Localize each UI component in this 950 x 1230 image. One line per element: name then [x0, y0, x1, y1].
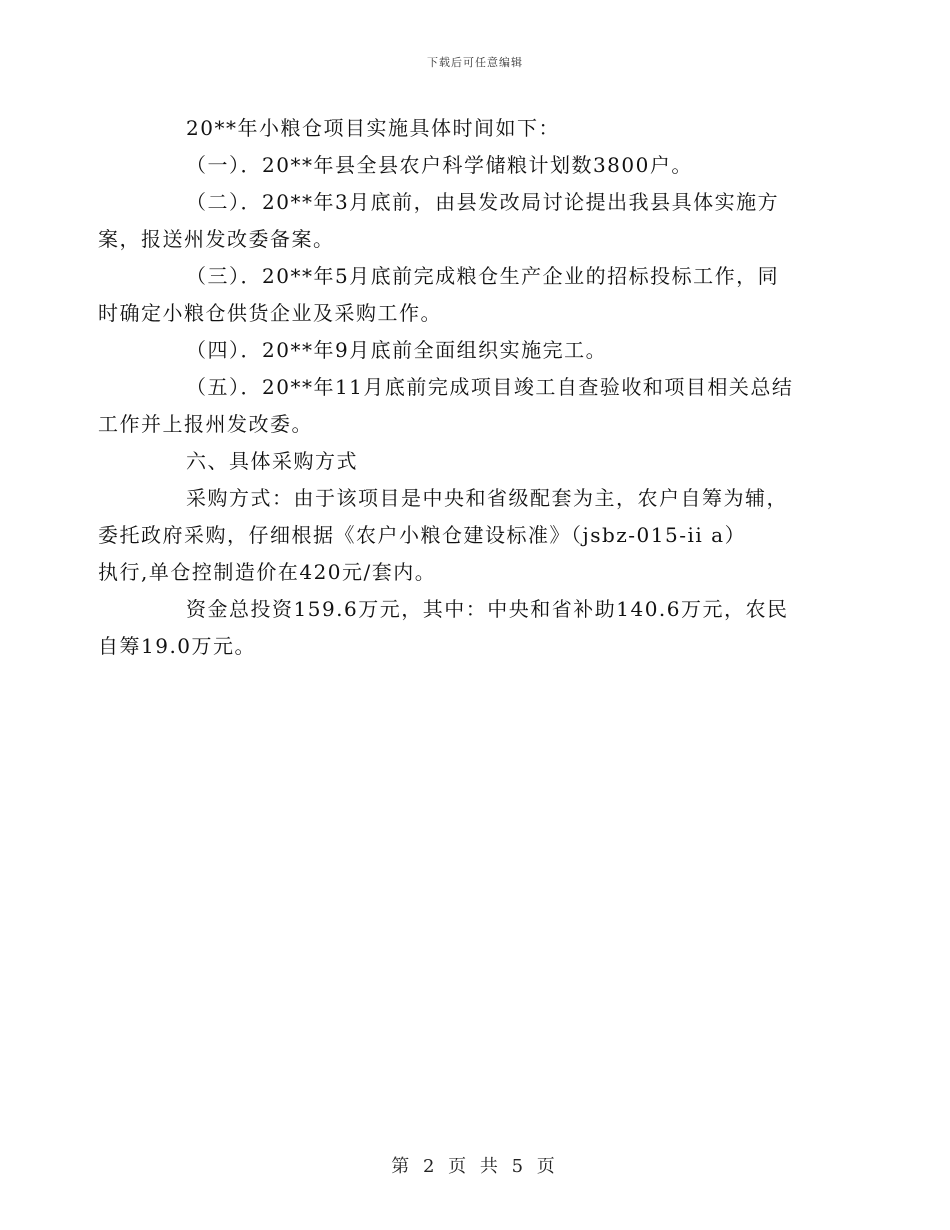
text-line: 工作并上报州发改委。: [98, 412, 313, 436]
paragraph-schedule-intro: [142, 110, 807, 147]
text-line: 案，报送州发改委备案。: [98, 227, 335, 251]
section-heading-procurement: [142, 443, 807, 480]
text-line: 执行,单仓控制造价在420元/套内。: [98, 560, 437, 584]
text-line: 采购方式：由于该项目是中央和省级配套为主，农户自筹为辅，: [186, 486, 788, 510]
text-line: 自筹19.0万元。: [98, 634, 257, 658]
text-line: （四）．20**年9月底前全面组织实施完工。: [186, 338, 608, 362]
paragraph-item-3: [98, 258, 807, 332]
paragraph-item-1: [142, 147, 807, 184]
page-header: 下载后可任意编辑: [427, 56, 523, 69]
text-line: （五）．20**年11月底前完成项目竣工自查验收和项目相关总结: [186, 375, 794, 399]
text-line: （一）．20**年县全县农户科学储粮计划数3800户。: [186, 153, 693, 177]
paragraph-item-2: [98, 184, 807, 258]
text-line: （二）．20**年3月底前，由县发改局讨论提出我县具体实施方: [186, 190, 780, 214]
text-line: （三）．20**年5月底前完成粮仓生产企业的招标投标工作，同: [186, 264, 780, 288]
paragraph-procurement-method: [98, 480, 807, 591]
text-line: 资金总投资159.6万元，其中：中央和省补助140.6万元，农民: [186, 597, 789, 621]
document-body: [98, 110, 807, 665]
page-number-footer: 第 2 页 共 5 页: [391, 1156, 559, 1177]
paragraph-item-5: [98, 369, 807, 443]
text-line: 时确定小粮仓供货企业及采购工作。: [98, 301, 442, 325]
text-line: 六、具体采购方式: [186, 449, 358, 473]
paragraph-funding: [98, 591, 807, 665]
paragraph-item-4: [142, 332, 807, 369]
text-line: 委托政府采购，仔细根据《农户小粮仓建设标准》（jsbz-015-ii a）: [98, 523, 747, 547]
text-line: 20**年小粮仓项目实施具体时间如下：: [186, 116, 560, 140]
